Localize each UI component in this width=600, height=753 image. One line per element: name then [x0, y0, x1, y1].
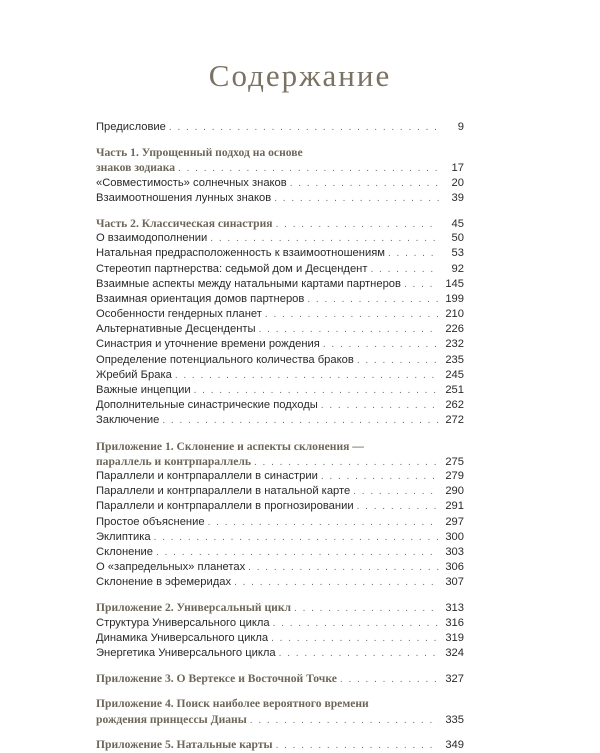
entry-title: Параллели и контрпараллели в синастрии: [96, 469, 318, 482]
entry-title: Жребий Брака: [96, 368, 172, 381]
dot-leader: [353, 484, 439, 499]
dot-leader: [357, 353, 439, 368]
entry-title: Натальная предрасположенность к взаимоотношениям: [96, 247, 385, 260]
toc-entry-app4[interactable]: [96, 712, 464, 727]
dot-leader: [370, 262, 439, 277]
entry-title: Приложение 5. Натальные карты: [96, 737, 273, 751]
entry-title: Параллели и контрпараллели в прогнозировании: [96, 500, 354, 513]
dot-leader: [273, 616, 439, 631]
entry-page: 279: [445, 469, 464, 482]
toc-entry[interactable]: [96, 191, 464, 206]
dot-leader: [265, 307, 439, 322]
entry-title: Приложение 2. Универсальный цикл: [96, 601, 292, 615]
toc-entry[interactable]: [96, 484, 464, 499]
entry-page: 210: [445, 308, 464, 321]
toc-entry[interactable]: [96, 530, 464, 545]
entry-page: 9: [457, 121, 464, 133]
toc-entry[interactable]: [96, 560, 464, 575]
entry-title: Динамика Универсального цикла: [96, 631, 269, 644]
dot-leader: [162, 413, 439, 428]
entry-page: 17: [451, 162, 464, 175]
dot-leader: [357, 499, 439, 514]
entry-title: Простое объяснение: [96, 515, 205, 528]
entry-title: Склонение в эфемеридах: [96, 576, 232, 589]
entry-page: 232: [445, 338, 464, 351]
entry-page: 275: [445, 455, 464, 468]
dot-leader: [169, 120, 439, 135]
entry-title: «Совместимость» солнечных знаков: [96, 176, 287, 189]
entry-title: Параллели и контрпараллели в натальной карте: [96, 485, 351, 498]
toc-entry[interactable]: [96, 307, 464, 322]
app1-heading-line1: Приложение 1. Склонение и аспекты склонения —: [96, 439, 364, 453]
dot-leader: [154, 530, 439, 545]
toc-entry[interactable]: [96, 262, 464, 277]
entry-title: Склонение: [96, 545, 154, 558]
toc-entry[interactable]: [96, 499, 464, 514]
entry-page: 50: [451, 232, 464, 245]
dot-leader: [323, 337, 439, 352]
dot-leader: [259, 322, 439, 337]
dot-leader: [234, 575, 439, 590]
dot-leader: [194, 383, 439, 398]
entry-page: 272: [445, 414, 464, 427]
entry-title: Альтернативные Десценденты: [96, 323, 256, 336]
entry-page: 327: [445, 673, 464, 686]
entry-title: Взаимоотношения лунных знаков: [96, 191, 272, 204]
entry-page: 226: [445, 323, 464, 336]
entry-title: Синастрия и уточнение времени рождения: [96, 338, 320, 351]
entry-title: Взаимные аспекты между натальными картами партнеров: [96, 277, 401, 290]
entry-page: 307: [445, 576, 464, 589]
dot-leader: [321, 469, 439, 484]
entry-title: О взаимодополнении: [96, 232, 208, 245]
entry-title: Часть 2. Классическая синастрия: [96, 216, 273, 230]
entry-page: 306: [445, 561, 464, 574]
toc-entry[interactable]: [96, 413, 464, 428]
toc-entry[interactable]: [96, 277, 464, 292]
toc-entry[interactable]: [96, 368, 464, 383]
entry-page: 251: [445, 384, 464, 396]
dot-leader: [274, 191, 439, 206]
toc-entry-preface[interactable]: [96, 120, 464, 135]
entry-page: 324: [445, 647, 464, 659]
entry-title: Приложение 3. О Вертексе и Восточной Точке: [96, 672, 337, 686]
dot-leader: [254, 455, 439, 470]
entry-title: Структура Универсального цикла: [96, 616, 270, 629]
entry-title: Важные инцепции: [96, 384, 191, 396]
dot-leader: [340, 672, 439, 687]
entry-page: 262: [445, 399, 464, 412]
entry-page: 235: [445, 353, 464, 366]
entry-page: 300: [445, 530, 464, 543]
entry-title: Взаимная ориентация домов партнеров: [96, 292, 305, 305]
toc-entry[interactable]: [96, 398, 464, 413]
entry-title: Дополнительные синастрические подходы: [96, 399, 318, 412]
toc-title: Содержание: [208, 58, 392, 93]
entry-page: 335: [445, 713, 464, 726]
entry-page: 245: [445, 368, 464, 381]
entry-title: О «запредельных» планетах: [96, 561, 246, 574]
entry-page: 53: [451, 247, 464, 260]
dot-leader: [210, 231, 439, 246]
toc-entry[interactable]: [96, 515, 464, 530]
toc-entry[interactable]: [96, 322, 464, 337]
entry-page: 20: [451, 176, 464, 189]
toc-entry[interactable]: [96, 646, 464, 661]
toc-entry[interactable]: [96, 469, 464, 484]
entry-page: 290: [445, 485, 464, 498]
table-of-contents: [96, 120, 464, 752]
dot-leader: [279, 646, 439, 661]
entry-page: 92: [451, 262, 464, 275]
toc-entry-app2[interactable]: [96, 600, 464, 615]
toc-entry[interactable]: [96, 353, 464, 368]
dot-leader: [276, 738, 439, 753]
entry-page: 319: [445, 631, 464, 644]
dot-leader: [271, 631, 439, 646]
dot-leader: [208, 515, 439, 530]
dot-leader: [404, 277, 439, 292]
toc-entry[interactable]: [96, 631, 464, 646]
toc-entry[interactable]: [96, 337, 464, 352]
toc-entry[interactable]: [96, 176, 464, 191]
entry-page: 199: [445, 292, 464, 305]
entry-page: 297: [445, 515, 464, 528]
app4-heading-line1: Приложение 4. Поиск наиболее вероятного времени: [96, 697, 369, 711]
entry-page: 316: [445, 616, 464, 629]
dot-leader: [178, 161, 439, 176]
dot-leader: [156, 545, 439, 560]
dot-leader: [307, 292, 439, 307]
toc-entry-app1[interactable]: [96, 454, 464, 469]
entry-page: 291: [445, 500, 464, 513]
dot-leader: [290, 176, 439, 191]
dot-leader: [248, 560, 439, 575]
toc-entry[interactable]: [96, 545, 464, 560]
toc-entry[interactable]: [96, 383, 464, 398]
entry-title: знаков зодиака: [96, 161, 176, 175]
toc-entry[interactable]: [96, 616, 464, 631]
entry-page: 39: [451, 191, 464, 204]
entry-title: Стереотип партнерства: седьмой дом и Десцендент: [96, 262, 368, 275]
entry-title: Особенности гендерных планет: [96, 308, 262, 321]
entry-title: Эклиптика: [96, 530, 151, 543]
toc-entry-part1[interactable]: [96, 160, 464, 175]
entry-page: 45: [451, 217, 464, 230]
entry-title: параллель и контрпараллель: [96, 454, 251, 468]
dot-leader: [294, 601, 439, 616]
dot-leader: [175, 368, 439, 383]
dot-leader: [276, 217, 439, 232]
entry-title: рождения принцессы Дианы: [96, 712, 247, 726]
toc-entry[interactable]: [96, 246, 464, 261]
toc-entry-part2[interactable]: [96, 216, 464, 231]
entry-title: Предисловие: [96, 121, 166, 133]
dot-leader: [250, 713, 439, 728]
toc-entry[interactable]: [96, 292, 464, 307]
entry-page: 313: [445, 602, 464, 615]
entry-page: 145: [445, 277, 464, 290]
entry-title: Заключение: [96, 414, 160, 427]
dot-leader: [321, 398, 439, 413]
entry-title: Энергетика Универсального цикла: [96, 647, 276, 659]
entry-page: 303: [445, 545, 464, 558]
toc-entry[interactable]: [96, 231, 464, 246]
toc-entry-app3[interactable]: [96, 671, 464, 686]
toc-entry[interactable]: [96, 575, 464, 590]
dot-leader: [388, 246, 439, 261]
entry-title: Определение потенциального количества браков: [96, 353, 354, 366]
part1-heading-line1: Часть 1. Упрощенный подход на основе: [96, 146, 303, 160]
entry-page: 349: [445, 738, 464, 751]
